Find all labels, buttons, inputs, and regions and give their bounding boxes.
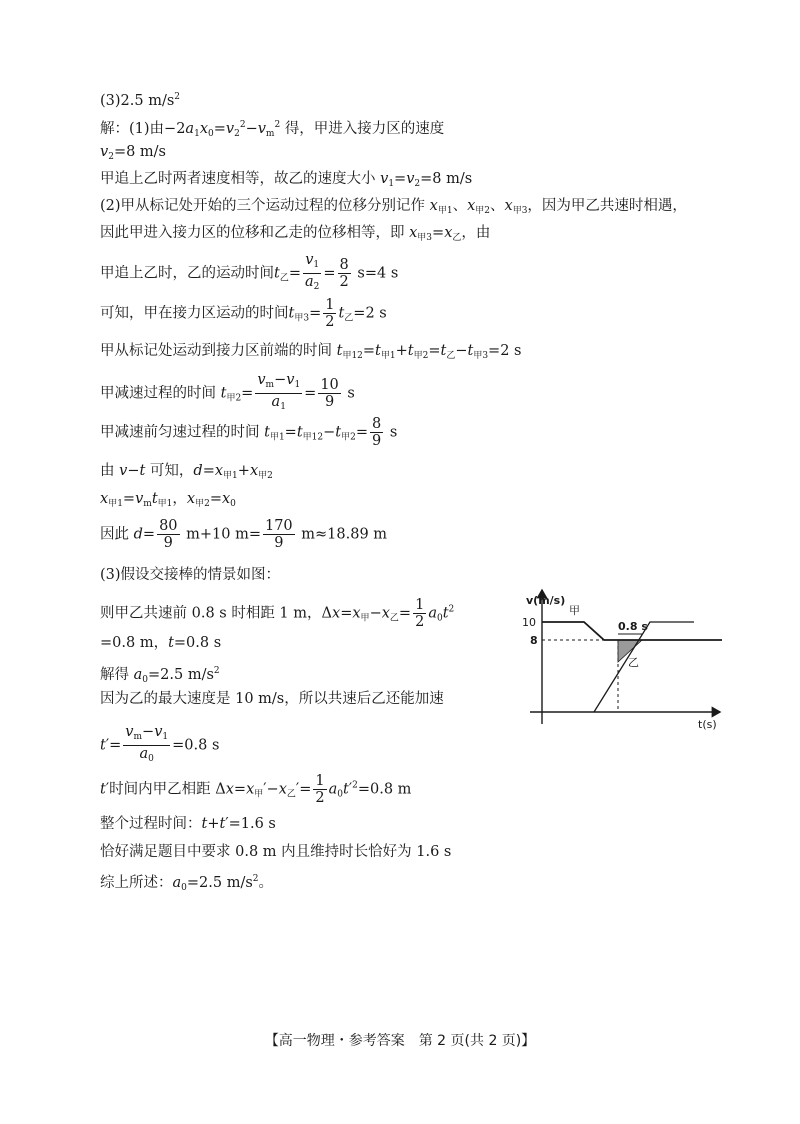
solution-line-16: =0.8 m，t=0.8 s [100,635,222,651]
y-axis-label: v(m/s) [526,594,566,607]
tick-8: 8 [530,634,538,647]
solution-line-5: 因此甲进入接力区的位移和乙走的位移相等，即 $x_{甲3}=x_乙$，由 [100,225,491,243]
tick-10: 10 [522,616,536,629]
answer-header: (3)2.5 $m/s^2$ [100,92,181,109]
solution-line-15: 则甲乙共速前 0.8 s 时相距 1 m，$\Delta x=x_甲-x_乙=$ $\frac{1}{2}$ $a_0t^2$ [100,597,455,630]
solution-line-7: 可知，甲在接力区运动的时间$t_{甲3}=$ $\frac{1}{2}$ $t_乙=2$ s [100,297,387,330]
solution-line-2: $v_2=8$ m/s [100,144,166,162]
solution-line-23: 综上所述：$a_0=2.5$ $m/s^2$。 [100,874,274,893]
solution-line-12: $x_{甲1}=v_mt_{甲1}$，$x_{甲2}=x_0$ [100,491,236,509]
solution-line-8: 甲从标记处运动到接力区前端的时间 $t_{甲12}=t_{甲1}+t_{甲2}=t_乙-t_{甲3}=2$ s [100,343,522,361]
solution-line-22: 恰好满足题目中要求 0.8 m 内且维持时长恰好为 1.6 s [100,844,452,860]
curve-yi [594,622,694,712]
solution-line-4: (2)甲从标记处开始的三个运动过程的位移分别记作 $x_{甲1}$、$x_{甲2}$、$x_{甲3}$，因为甲乙共速时相遇， [100,198,687,216]
velocity-time-graph [522,586,732,736]
label-jia: 甲 [569,604,580,617]
solution-line-20: t′时间内甲乙相距 $\Delta x=x_甲'-x_乙'=$ $\frac{1}{2}$ $a_0t'^2=0.8$ m [100,773,412,806]
interval-label: 0.8 s [618,620,648,633]
x-axis-label: t(s) [698,718,717,731]
solution-line-1: 解：(1)由$-2a_1x_0=v_2^2-v_m^2$ 得，甲进入接力区的速度 [100,120,445,139]
solution-line-10: 甲减速前匀速过程的时间 $t_{甲1}=t_{甲12}-t_{甲2}=$ $\frac{8}{9}$ s [100,416,398,449]
solution-line-6: 甲追上乙时，乙的运动时间$t_乙=$ $\frac{v_1}{a_2}$ = $\frac{8}{2}$ s=4 s [100,252,399,292]
solution-line-17: 解得 $a_0=2.5$ $m/s^2$ [100,666,220,685]
page-footer: 【高一物理・参考答案 第 2 页(共 2 页)】 [264,1033,536,1049]
solution-line-13: 因此 d= $\frac{80}{9}$ m+10 m= $\frac{170}{9}$ m≈18.89 m [100,518,388,551]
solution-line-9: 甲减速过程的时间 $t_{甲2}=$ $\frac{v_m-v_1}{a_1}$ = $\frac{10}{9}$ s [100,372,355,412]
solution-line-18: 因为乙的最大速度是 10 m/s，所以共速后乙还能加速 [100,691,444,707]
solution-line-3: 甲追上乙时两者速度相等，故乙的速度大小 $v_1=v_2=8$ m/s [100,171,473,189]
solution-line-11: 由 v−t 可知，$d=x_{甲1}+x_{甲2}$ [100,463,273,481]
solution-line-21: 整个过程时间：t+t′=1.6 s [100,816,276,832]
solution-line-14: (3)假设交接棒的情景如图： [100,567,281,583]
solution-line-19: t′= $\frac{v_m-v_1}{a_0}$ =0.8 s [100,724,220,764]
label-yi: 乙 [628,656,639,669]
